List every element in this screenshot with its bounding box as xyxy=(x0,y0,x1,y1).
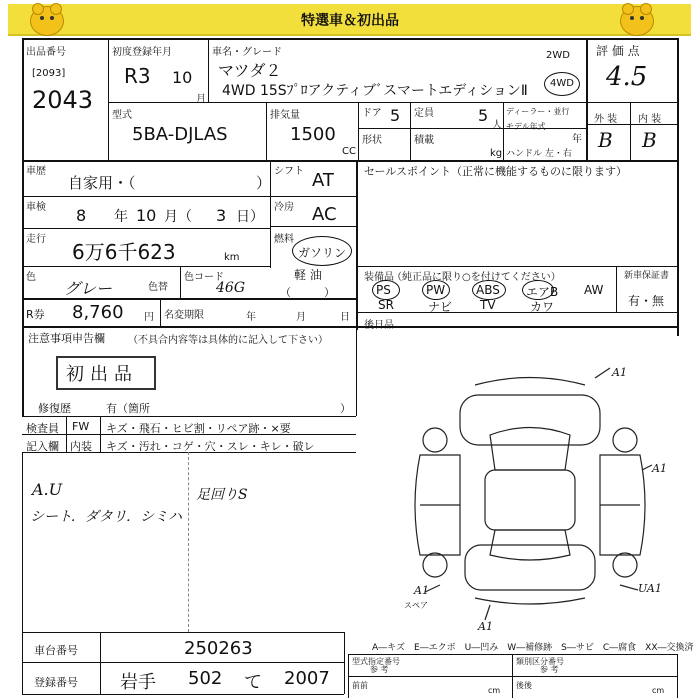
grid-line xyxy=(356,160,358,330)
aircon-value: AC xyxy=(312,204,337,225)
grid-line xyxy=(348,676,678,677)
notes-label-small: （不具合内容等は具体的に記入して下さい） xyxy=(128,335,328,346)
bear-mascot-icon xyxy=(30,6,64,36)
damage-mark: UA1 xyxy=(638,582,662,595)
rear-bumper-outline xyxy=(475,598,585,604)
registration-month: 月 xyxy=(296,312,306,323)
grid-line xyxy=(270,226,356,227)
front-label: 前前 xyxy=(352,681,368,690)
displacement-value: 1500 xyxy=(290,124,336,145)
first-reg-month-unit: 月 xyxy=(196,94,206,105)
stamp-text: 初出品 xyxy=(66,364,138,385)
history-label: 車歴 xyxy=(26,166,46,177)
repair-value: 有（箇所 xyxy=(106,402,150,415)
wheel-outline xyxy=(423,553,447,577)
type-value: 5BA-DJLAS xyxy=(132,124,228,145)
equipment-abs: ABS xyxy=(476,283,500,297)
model-designation-label: 型式指定番号 xyxy=(352,657,400,666)
rear-label: 後後 xyxy=(516,681,532,690)
plate-region: 岩手 xyxy=(120,672,156,693)
first-reg-month: 10 xyxy=(172,68,193,87)
table-border xyxy=(22,38,678,40)
equipment-tv: TV xyxy=(480,298,496,312)
displacement-label: 排気量 xyxy=(270,110,300,121)
inspection-day: 3 xyxy=(216,206,227,225)
plate-kana: て xyxy=(244,672,262,693)
trunk-outline xyxy=(465,545,595,590)
equipment-sub: （純正品に限り○を付けてください） xyxy=(392,272,561,283)
handle-label: ハンドル 左・右 xyxy=(506,149,572,159)
car-model: マツダ２ xyxy=(218,61,282,80)
fuel-paren: （ ） xyxy=(280,286,335,299)
inspector-interior-marks: キズ・汚れ・コゲ・穴・スレ・キレ・破レ xyxy=(106,440,315,453)
selected-circle-mark xyxy=(292,236,352,266)
interior-grade: B xyxy=(642,128,657,152)
hood-outline xyxy=(460,395,600,445)
score-label: 評 価 点 xyxy=(596,44,640,58)
inspection-label: 車検 xyxy=(26,202,46,213)
capacity-value: 5 xyxy=(478,106,489,125)
chassis-label: 車台番号 xyxy=(34,644,78,657)
history-close: ） xyxy=(256,174,272,192)
spare-label: スペア xyxy=(404,601,428,610)
hand-note-1: A.U xyxy=(32,480,63,499)
cm-unit-2: cm xyxy=(652,686,665,695)
fuel-gasoline: ガソリン xyxy=(298,246,347,260)
inspection-year-unit: 年 xyxy=(114,209,128,225)
equipment-leather: カワ xyxy=(530,300,555,314)
selected-circle-mark xyxy=(522,280,554,300)
equipment-label: 装備品 xyxy=(364,272,394,283)
grid-line xyxy=(22,196,356,197)
grid-line xyxy=(22,452,23,632)
grid-line xyxy=(630,102,631,160)
shift-value: AT xyxy=(312,170,334,191)
grid-line xyxy=(66,416,67,452)
color-code-label: 色コード xyxy=(184,272,224,283)
hand-note-right: 足回りS xyxy=(196,487,248,503)
damage-mark: A1 xyxy=(478,620,493,633)
table-border xyxy=(22,160,24,416)
wheel-outline xyxy=(613,553,637,577)
capacity-label: 定員 xyxy=(414,108,434,119)
first-reg-era: R3 xyxy=(124,64,151,88)
selected-circle-mark xyxy=(422,280,450,300)
capacity-unit: 人 xyxy=(492,120,502,131)
color-code: 46G xyxy=(216,280,245,296)
wheel-outline xyxy=(613,428,637,452)
inspector-label-1: 検査員 xyxy=(26,422,59,435)
type-label: 型式 xyxy=(112,110,132,121)
ticket-unit: 円 xyxy=(144,312,154,323)
sales-point-label: セールスポイント（正常に機能するものに限ります） xyxy=(364,165,628,178)
grid-line xyxy=(100,632,101,694)
windshield-outline xyxy=(490,428,570,471)
grid-line xyxy=(22,416,356,417)
front-bumper-outline xyxy=(475,378,585,386)
grid-line xyxy=(108,102,586,103)
plate-label: 登録番号 xyxy=(34,676,78,689)
grid-line xyxy=(616,266,617,312)
inspection-month-unit: 月（ xyxy=(164,209,192,225)
fuel-diesel: 軽 油 xyxy=(294,268,322,282)
grid-line xyxy=(356,326,357,416)
grid-line xyxy=(358,266,678,267)
color-value: グレー xyxy=(64,279,113,298)
damage-mark: A1 xyxy=(652,462,667,475)
table-border xyxy=(22,160,678,162)
inspection-year: 8 xyxy=(76,206,87,225)
grid-line xyxy=(344,632,345,694)
registration-day: 日 xyxy=(340,312,350,323)
selected-circle-mark xyxy=(544,72,580,96)
score-value: 4.5 xyxy=(606,62,648,92)
model-year-label: モデル年式 xyxy=(506,122,546,131)
displacement-unit: CC xyxy=(342,146,356,157)
equipment-sr: SR xyxy=(378,298,394,312)
color-label: 色 xyxy=(26,272,36,283)
grid-line xyxy=(160,298,161,326)
grid-line xyxy=(586,102,678,103)
lot-sub-number: [2093] xyxy=(32,68,66,79)
inspection-month: 10 xyxy=(136,206,157,225)
lot-label: 出品番号 xyxy=(26,47,66,58)
bear-mascot-icon xyxy=(620,6,654,36)
table-border xyxy=(677,38,679,162)
registration-mark-label: 名変期限 xyxy=(164,310,204,321)
grid-line xyxy=(266,102,267,160)
mileage-unit: km xyxy=(224,252,240,263)
mileage-label: 走行 xyxy=(26,234,46,245)
inspector-label-2: 記入欄 xyxy=(26,440,59,453)
grid-line xyxy=(188,452,190,632)
year-unit: 年 xyxy=(572,134,582,145)
grid-line xyxy=(180,266,181,298)
grid-line xyxy=(22,662,344,663)
drive-2wd: 2WD xyxy=(546,50,570,61)
notes-label: 注意事項申告欄 xyxy=(28,332,105,345)
selected-circle-mark xyxy=(472,280,506,300)
equipment-navi: ナビ xyxy=(428,300,453,314)
grid-line xyxy=(348,654,349,698)
roof-outline xyxy=(485,470,575,530)
cm-unit: cm xyxy=(488,686,501,695)
dealer-label: ディーラー・並行 xyxy=(506,107,570,116)
damage-mark: A1 xyxy=(414,584,429,597)
header-title: 特選車＆初出品 xyxy=(301,13,399,29)
grid-line xyxy=(348,654,678,655)
inspector-exterior-marks: キズ・飛石・ヒビ割・リペア跡・×要 xyxy=(106,422,291,435)
exterior-label: 外 装 xyxy=(594,114,618,125)
shift-label: シフト xyxy=(274,166,304,177)
doors-label: ドア xyxy=(362,108,382,119)
damage-mark: A1 xyxy=(612,366,627,379)
equipment-ps: PS xyxy=(376,283,391,297)
equipment-aw: AW xyxy=(584,283,604,297)
grid-line xyxy=(100,416,101,452)
grid-line xyxy=(358,312,678,313)
color-change-label: 色替 xyxy=(148,282,168,293)
registration-year: 年 xyxy=(246,312,256,323)
grid-line xyxy=(22,694,344,695)
grid-line xyxy=(22,266,270,267)
payload-label: 積載 xyxy=(414,135,434,146)
ref-label: 参 考 xyxy=(370,665,389,674)
plate-class: 502 xyxy=(188,668,223,689)
inspector-interior: 内装 xyxy=(70,440,92,453)
grid-line xyxy=(22,228,270,229)
ref-label-2: 参 考 xyxy=(540,665,559,674)
lot-number: 2043 xyxy=(32,86,94,114)
grid-line xyxy=(677,654,678,698)
doors-value: 5 xyxy=(390,106,401,125)
payload-unit: kg xyxy=(490,148,503,159)
plate-number: 2007 xyxy=(284,668,330,689)
category-label: 類別区分番号 xyxy=(516,657,564,666)
rear-seat-label: 後日品 xyxy=(364,320,394,331)
equipment-airbag: エアB xyxy=(526,285,559,299)
grid-line xyxy=(503,102,504,160)
table-border xyxy=(677,160,679,336)
hand-note-2: シート．ダタリ．シミハ xyxy=(30,509,183,525)
first-reg-label: 初度登録年月 xyxy=(112,47,172,58)
grid-line xyxy=(22,326,678,328)
exterior-grade: B xyxy=(598,128,613,152)
inspector-fw: FW xyxy=(72,420,90,433)
grid-line xyxy=(358,102,359,160)
ticket-label: R券 xyxy=(26,308,45,321)
history-value: 自家用・（ xyxy=(68,174,136,192)
grid-line xyxy=(108,38,109,160)
car-name-label: 車名・グレード xyxy=(212,47,282,58)
interior-label: 内 装 xyxy=(638,114,662,125)
car-grade: 4WD 15SﾌﾟﾛアクティブﾞスマートエディションⅡ xyxy=(222,83,528,99)
grid-line xyxy=(512,654,513,698)
ticket-value: 8,760 xyxy=(72,302,124,323)
table-border xyxy=(22,38,24,160)
aircon-label: 冷房 xyxy=(274,202,294,213)
shape-label: 形状 xyxy=(362,135,382,146)
grid-line xyxy=(410,102,411,160)
fuel-label: 燃料 xyxy=(274,234,294,245)
wheel-outline xyxy=(423,428,447,452)
new-warranty-value: 有・無 xyxy=(628,294,665,308)
new-warranty-label: 新車保証書 xyxy=(624,271,670,281)
drive-4wd: 4WD xyxy=(550,78,574,89)
equipment-pw: PW xyxy=(426,283,446,297)
grid-line xyxy=(22,632,23,694)
inspection-day-unit: 日） xyxy=(236,209,264,225)
grid-line xyxy=(586,38,588,160)
selected-circle-mark xyxy=(372,280,400,300)
grid-line xyxy=(208,38,209,102)
repair-close: ） xyxy=(340,402,351,415)
grid-line xyxy=(22,632,344,633)
chassis-value: 250263 xyxy=(184,638,253,659)
mileage-value: 6万6千623 xyxy=(72,240,176,264)
legend-text: A―キズ E―エクボ U―凹み W―補修跡 S―サビ C―腐食 XX―交換済 xyxy=(372,643,694,653)
repair-label: 修復歴 xyxy=(38,402,71,415)
